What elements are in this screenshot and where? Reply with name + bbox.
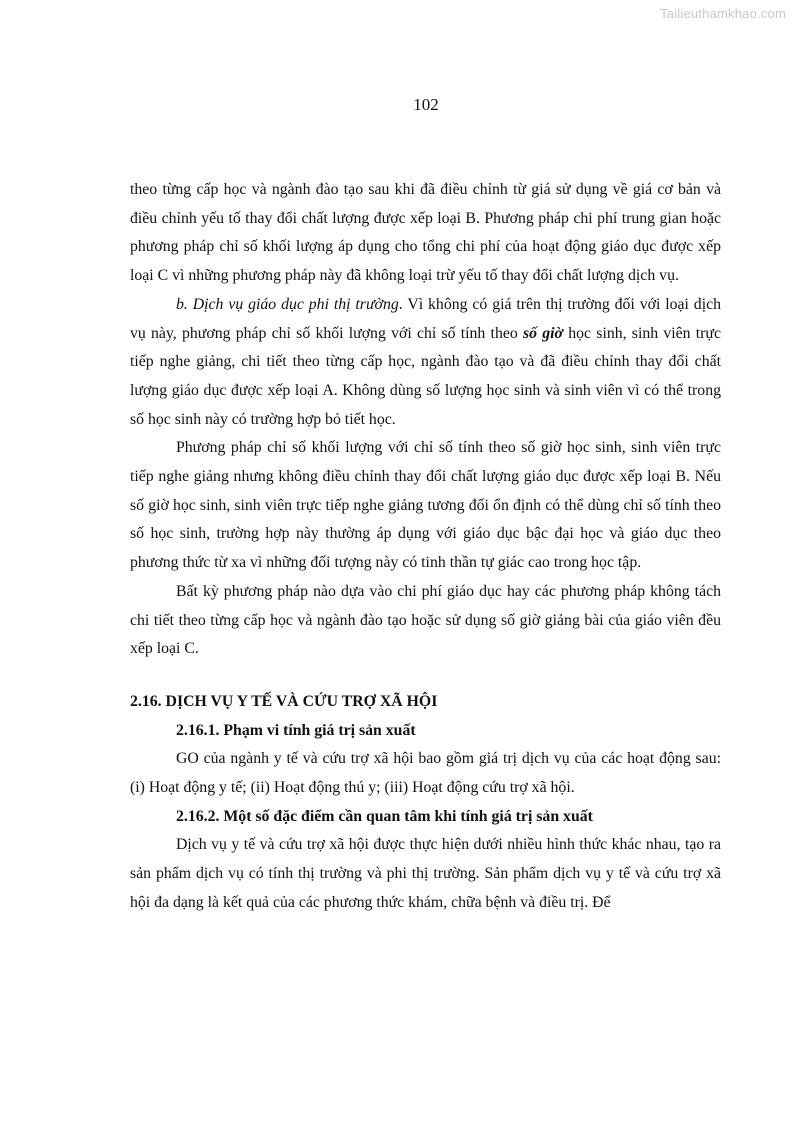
document-body	[130, 176, 721, 918]
subsection-heading-scope: 2.16.1. Phạm vi tính giá trị sản xuất	[176, 721, 416, 739]
paragraph-text: . Vì không có giá trên thị trường đối với loại dịch vụ này, phương pháp chỉ số khối lượng với chỉ số tính theo	[130, 295, 721, 342]
paragraph-volume-index-method: Phương pháp chỉ số khối lượng với chỉ số tính theo số giờ học sinh, sinh viên trực tiếp nghe giảng nhưng không điều chỉnh thay đổi chất lượng giáo dục được xếp loại B. Nếu số giờ học sinh, sinh viên trực tiếp nghe giảng tương đối ổn định có thể dùng chỉ số tính theo số học sinh, trường hợp này thường áp dụng với giáo dục bậc đại học và giáo dục theo phương thức từ xa vì những đối tượng này có tinh thần tự giác cao trong học tập.	[130, 439, 721, 572]
subsection-heading-characteristics: 2.16.2. Một số đặc điểm cần quan tâm khi tính giá trị sản xuất	[176, 807, 593, 825]
emphasis-text: số giờ	[522, 324, 564, 342]
page-number: 102	[413, 95, 439, 114]
section-heading: 2.16. DỊCH VỤ Y TẾ VÀ CỨU TRỢ XÃ HỘI	[130, 692, 438, 710]
watermark-text: Tailieuthamkhao.com	[660, 6, 786, 21]
paragraph-text: học sinh, sinh viên trực tiếp nghe giảng, chi tiết theo từng cấp học, ngành đào tạo và đã điều chỉnh thay đổi chất lượng giáo dục được xếp loại A. Không dùng số lượng học sinh và sinh viên vì có thể trong số học sinh này có trường hợp bỏ tiết học.	[130, 324, 722, 428]
paragraph-characteristics: Dịch vụ y tế và cứu trợ xã hội được thực hiện dưới nhiều hình thức khác nhau, tạo ra sản phẩm dịch vụ có tính thị trường và phi thị trường. Sản phẩm dịch vụ y tế và cứu trợ xã hội đa dạng là kết quả của các phương thức khám, chữa bệnh và điều trị. Để	[130, 836, 721, 911]
paragraph-lead-italic: b. Dịch vụ giáo dục phi thị trường	[176, 295, 399, 313]
paragraph-classification-c: Bất kỳ phương pháp nào dựa vào chi phí giáo dục hay các phương pháp không tách chi tiết theo từng cấp học và ngành đào tạo hoặc sử dụng số giờ giảng bài của giáo viên đều xếp loại C.	[130, 582, 721, 658]
paragraph-non-market-education	[130, 291, 721, 435]
paragraph-scope: GO của ngành y tế và cứu trợ xã hội bao gồm giá trị dịch vụ của các hoạt động sau: (i) Hoạt động y tế; (ii) Hoạt động thú y; (iii) Hoạt động cứu trợ xã hội.	[130, 750, 721, 797]
paragraph-continuation: theo từng cấp học và ngành đào tạo sau khi đã điều chỉnh từ giá sử dụng về giá cơ bản và điều chỉnh yếu tố thay đổi chất lượng được xếp loại B. Phương pháp chi phí trung gian hoặc phương pháp chỉ số khối lượng áp dụng cho tổng chi phí của hoạt động giáo dục được xếp loại C vì những phương pháp này đã không loại trừ yếu tố thay đổi chất lượng dịch vụ.	[130, 181, 721, 285]
